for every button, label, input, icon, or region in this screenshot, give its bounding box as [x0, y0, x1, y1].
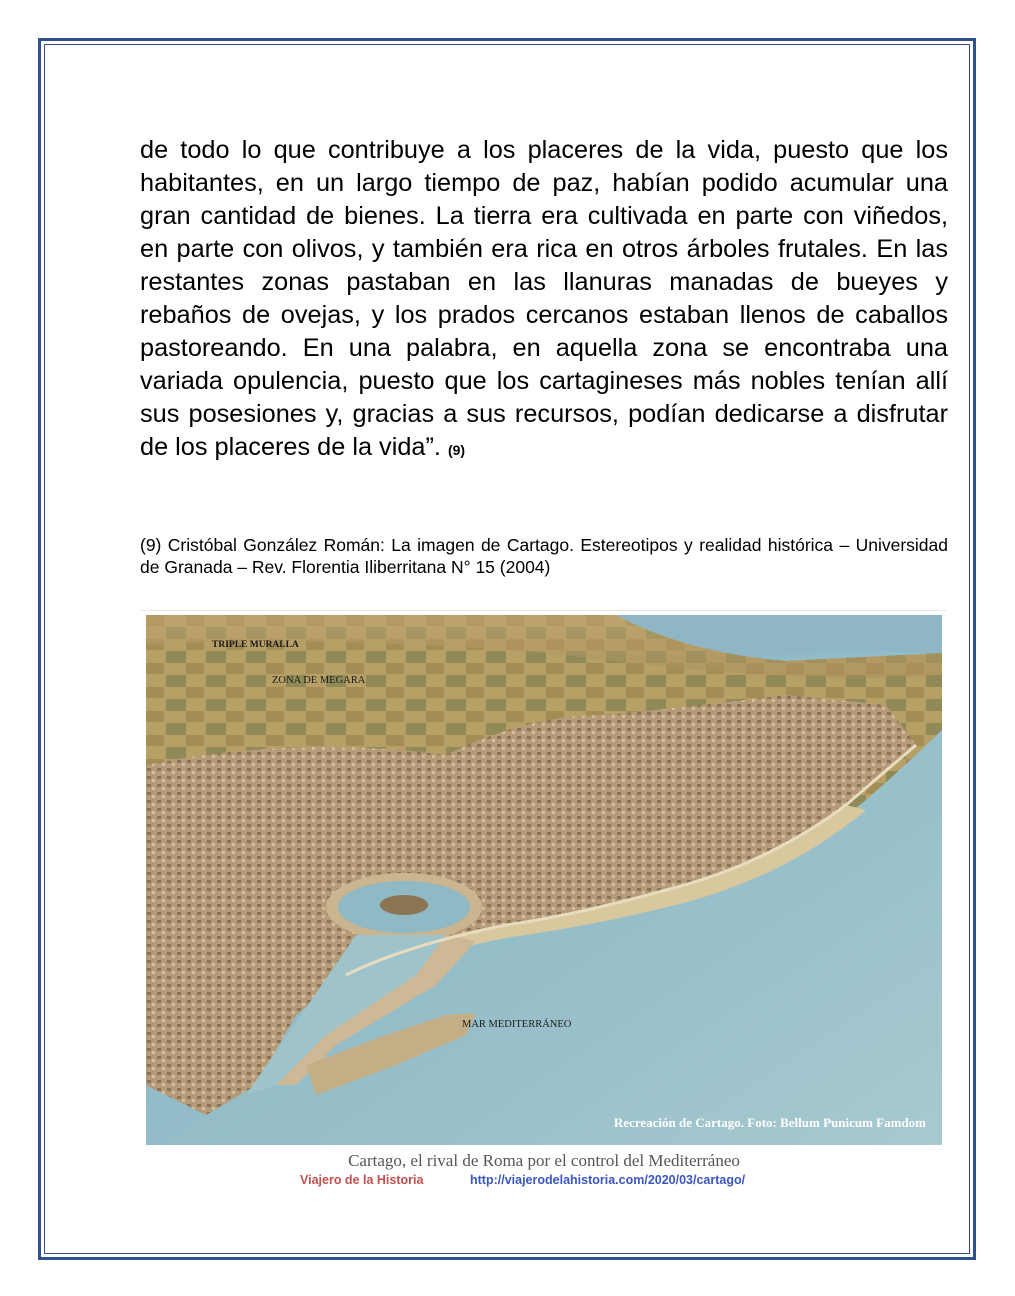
label-triple-muralla: TRIPLE MURALLA: [212, 640, 299, 650]
carthage-illustration: [146, 615, 942, 1145]
label-mar-mediterraneo: MAR MEDITERRÁNEO: [462, 1019, 572, 1030]
figure-caption-source: Viajero de la Historia: [300, 1173, 424, 1187]
photo-credit: Recreación de Cartago. Foto: Bellum Punicum Famdom: [613, 1115, 926, 1130]
carthage-illustration-image: [146, 615, 942, 1145]
footnote-reference: (9): [447, 442, 466, 458]
figure-caption-title: Cartago, el rival de Roma por el control del Mediterráneo: [348, 1151, 740, 1170]
footnote: (9) Cristóbal González Román: La imagen de Cartago. Estereotipos y realidad histórica – Universidad de Granada – Rev. Florentia Iliberritana N° 15 (2004): [140, 535, 948, 577]
figure-separator: [140, 610, 946, 611]
body-paragraph: [140, 134, 948, 467]
figure-caption-url[interactable]: http://viajerodelahistoria.com/2020/03/cartago/: [470, 1173, 746, 1187]
label-zona-megara: ZONA DE MEGARA: [272, 675, 366, 686]
body-paragraph-text: de todo lo que contribuye a los placeres de la vida, puesto que los habitantes, en un largo tiempo de paz, habían podido acumular una gran cantidad de bienes. La tierra era cultivada en parte con viñedos, en parte con olivos, y también era rica en otros árboles frutales. En las restantes zonas pastaban en las llanuras manadas de bueyes y rebaños de ovejas, y los prados cercanos estaban llenos de caballos pastoreando. En una palabra, en aquella zona se encontraba una variada opulencia, puesto que los cartagineses más nobles tenían allí sus posesiones y, gracias a sus recursos, podían dedicarse a disfrutar de los placeres de la vida”.: [140, 136, 948, 461]
